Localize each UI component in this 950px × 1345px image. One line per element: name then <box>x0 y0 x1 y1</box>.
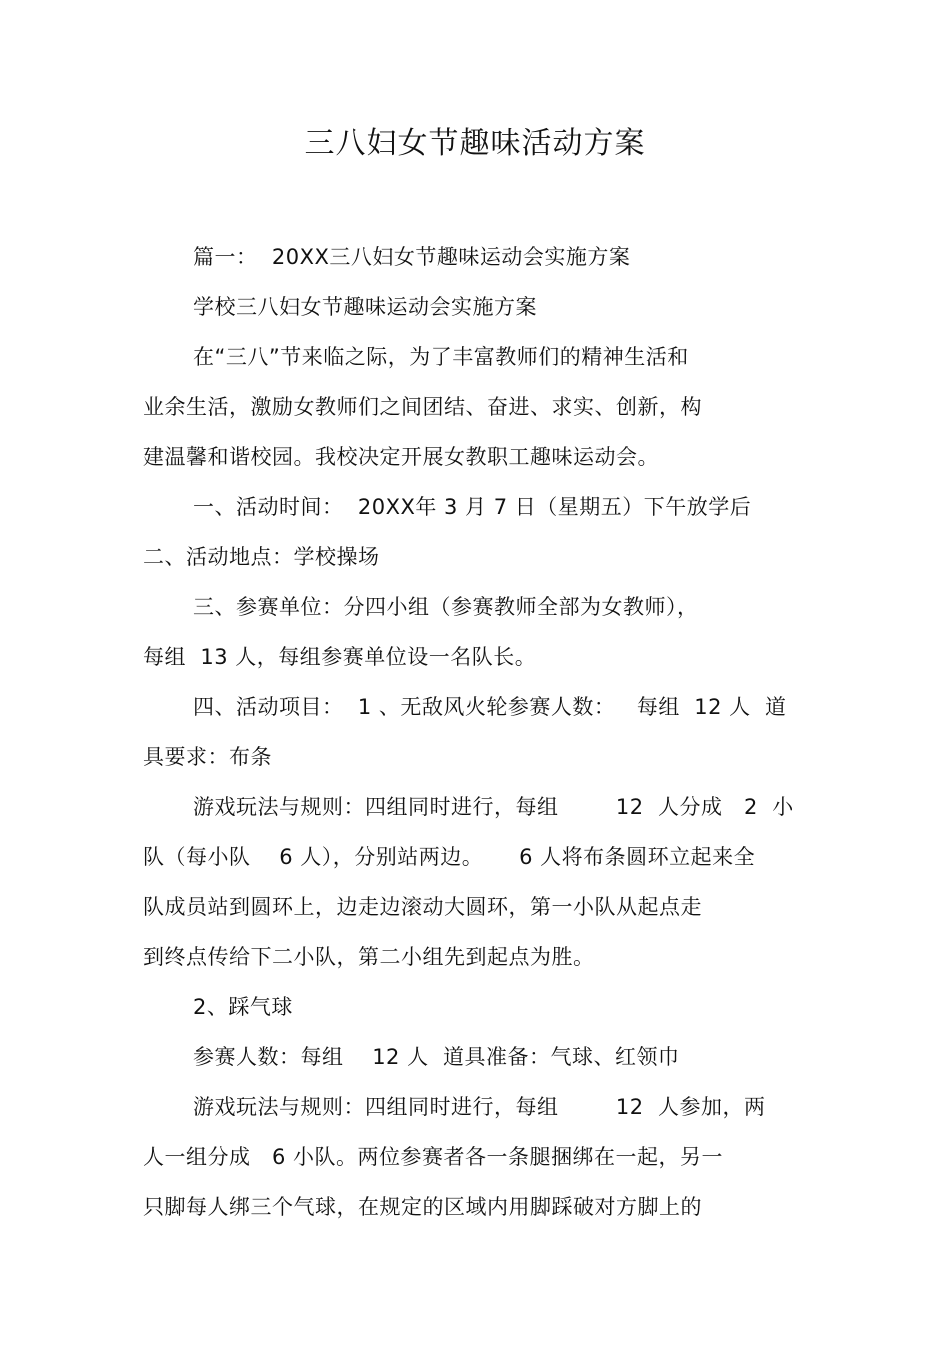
paragraph-line: 到终点传给下二小队，第二小组先到起点为胜。 <box>143 945 595 969</box>
paragraph-line: 人一组分成 6 小队。两位参赛者各一条腿捆绑在一起，另一 <box>143 1145 724 1169</box>
paragraph-line: 每组 13 人，每组参赛单位设一名队长。 <box>143 645 537 669</box>
paragraph-line: 队（每小队 6 人），分别站两边。 6 人将布条圆环立起来全 <box>143 845 756 869</box>
paragraph-line: 游戏玩法与规则：四组同时进行，每组 12 人参加，两 <box>193 1095 766 1119</box>
paragraph-line: 只脚每人绑三个气球，在规定的区域内用脚踩破对方脚上的 <box>143 1195 702 1219</box>
paragraph-line: 参赛人数：每组 12 人 道具准备：气球、红领巾 <box>193 1045 680 1069</box>
document-title: 三八妇女节趣味活动方案 <box>304 126 646 161</box>
paragraph-line: 四、活动项目： 1 、无敌风火轮参赛人数： 每组 12 人 道 <box>193 695 787 719</box>
paragraph-line: 具要求：布条 <box>143 745 272 769</box>
paragraph-line: 业余生活，激励女教师们之间团结、奋进、求实、创新，构 <box>143 395 702 419</box>
section-heading: 篇一： 20XX三八妇女节趣味运动会实施方案 <box>193 245 631 269</box>
paragraph-line: 建温馨和谐校园。我校决定开展女教职工趣味运动会。 <box>143 445 659 469</box>
paragraph-line: 队成员站到圆环上，边走边滚动大圆环，第一小队从起点走 <box>143 895 702 919</box>
paragraph-line: 三、参赛单位：分四小组（参赛教师全部为女教师）， <box>193 595 699 619</box>
subtitle-line: 学校三八妇女节趣味运动会实施方案 <box>193 295 537 319</box>
paragraph-line: 一、活动时间： 20XX年 3 月 7 日（星期五）下午放学后 <box>193 495 752 519</box>
paragraph-line: 2、踩气球 <box>193 995 293 1019</box>
paragraph-line: 在“三八”节来临之际，为了丰富教师们的精神生活和 <box>193 345 689 369</box>
paragraph-line: 游戏玩法与规则：四组同时进行，每组 12 人分成 2 小 <box>193 795 794 819</box>
paragraph-line: 二、活动地点：学校操场 <box>143 545 380 569</box>
